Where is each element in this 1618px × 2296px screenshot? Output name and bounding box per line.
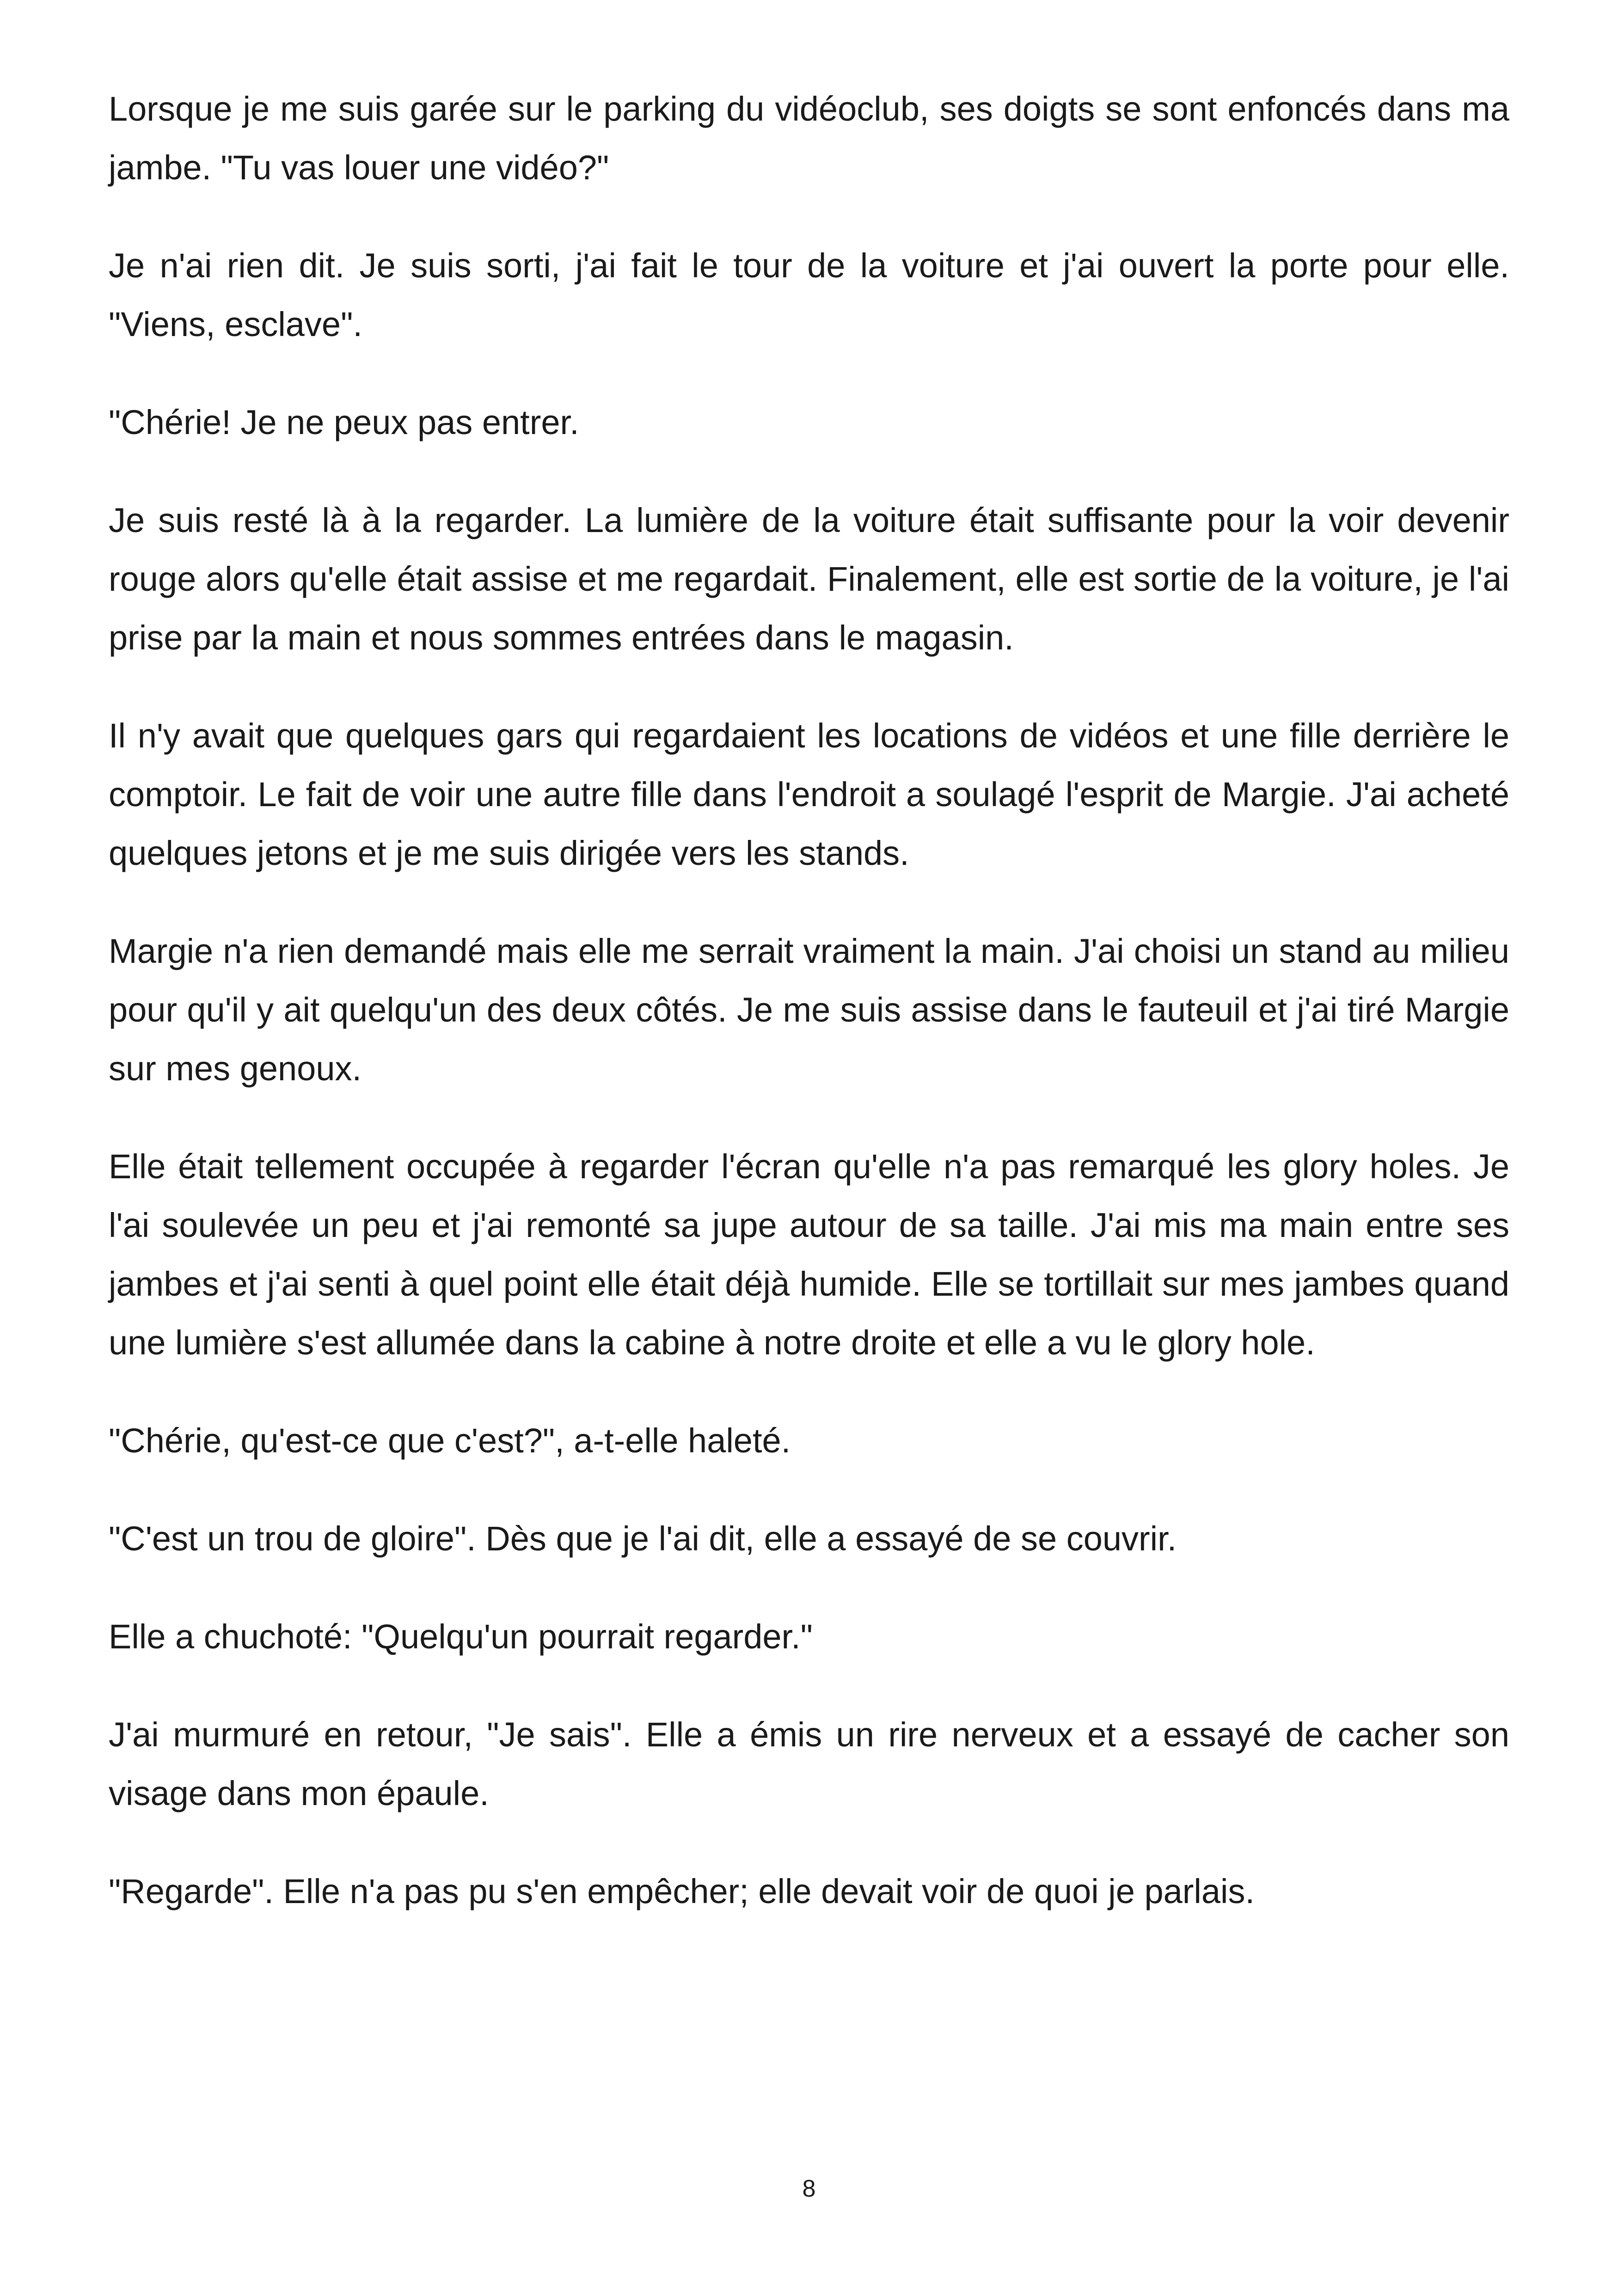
paragraph: Lorsque je me suis garée sur le parking du vidéoclub, ses doigts se sont enfoncés dans ma jambe. "Tu vas louer une vidéo?" (109, 90, 1509, 187)
paragraph: J'ai murmuré en retour, "Je sais". Elle a émis un rire nerveux et a essayé de cacher son visage dans mon épaule. (109, 1715, 1509, 1812)
paragraph: "Chérie, qu'est-ce que c'est?", a-t-elle haleté. (109, 1421, 791, 1460)
document-body (109, 80, 1509, 1960)
paragraph: Elle a chuchoté: "Quelqu'un pourrait regarder." (109, 1617, 813, 1656)
paragraph: Elle était tellement occupée à regarder l'écran qu'elle n'a pas remarqué les glory holes. Je l'ai soulevée un peu et j'ai remonté sa jupe autour de sa taille. J'ai mis ma main entre ses jambes et j'ai senti à quel point elle était déjà humide. Elle se tortillait sur mes jambes quand une lumière s'est allumée dans la cabine à notre droite et elle a vu le glory hole. (109, 1147, 1509, 1362)
paragraph: "Chérie! Je ne peux pas entrer. (109, 403, 579, 441)
page-number: 8 (802, 2175, 816, 2202)
paragraph: Margie n'a rien demandé mais elle me serrait vraiment la main. J'ai choisi un stand au milieu pour qu'il y ait quelqu'un des deux côtés. Je me suis assise dans le fauteuil et j'ai tiré Margie sur mes genoux. (109, 932, 1509, 1088)
paragraph: Il n'y avait que quelques gars qui regardaient les locations de vidéos et une fille derrière le comptoir. Le fait de voir une autre fille dans l'endroit a soulagé l'esprit de Margie. J'ai acheté quelques jetons et je me suis dirigée vers les stands. (109, 716, 1509, 872)
paragraph: Je suis resté là à la regarder. La lumière de la voiture était suffisante pour la voir devenir rouge alors qu'elle était assise et me regardait. Finalement, elle est sortie de la voiture, je l'ai prise par la main et nous sommes entrées dans le magasin. (109, 501, 1509, 657)
paragraph: Je n'ai rien dit. Je suis sorti, j'ai fait le tour de la voiture et j'ai ouvert la porte pour elle. "Viens, esclave". (109, 246, 1509, 343)
paragraph: "Regarde". Elle n'a pas pu s'en empêcher; elle devait voir de quoi je parlais. (109, 1872, 1255, 1910)
paragraph: "C'est un trou de gloire". Dès que je l'ai dit, elle a essayé de se couvrir. (109, 1519, 1177, 1558)
